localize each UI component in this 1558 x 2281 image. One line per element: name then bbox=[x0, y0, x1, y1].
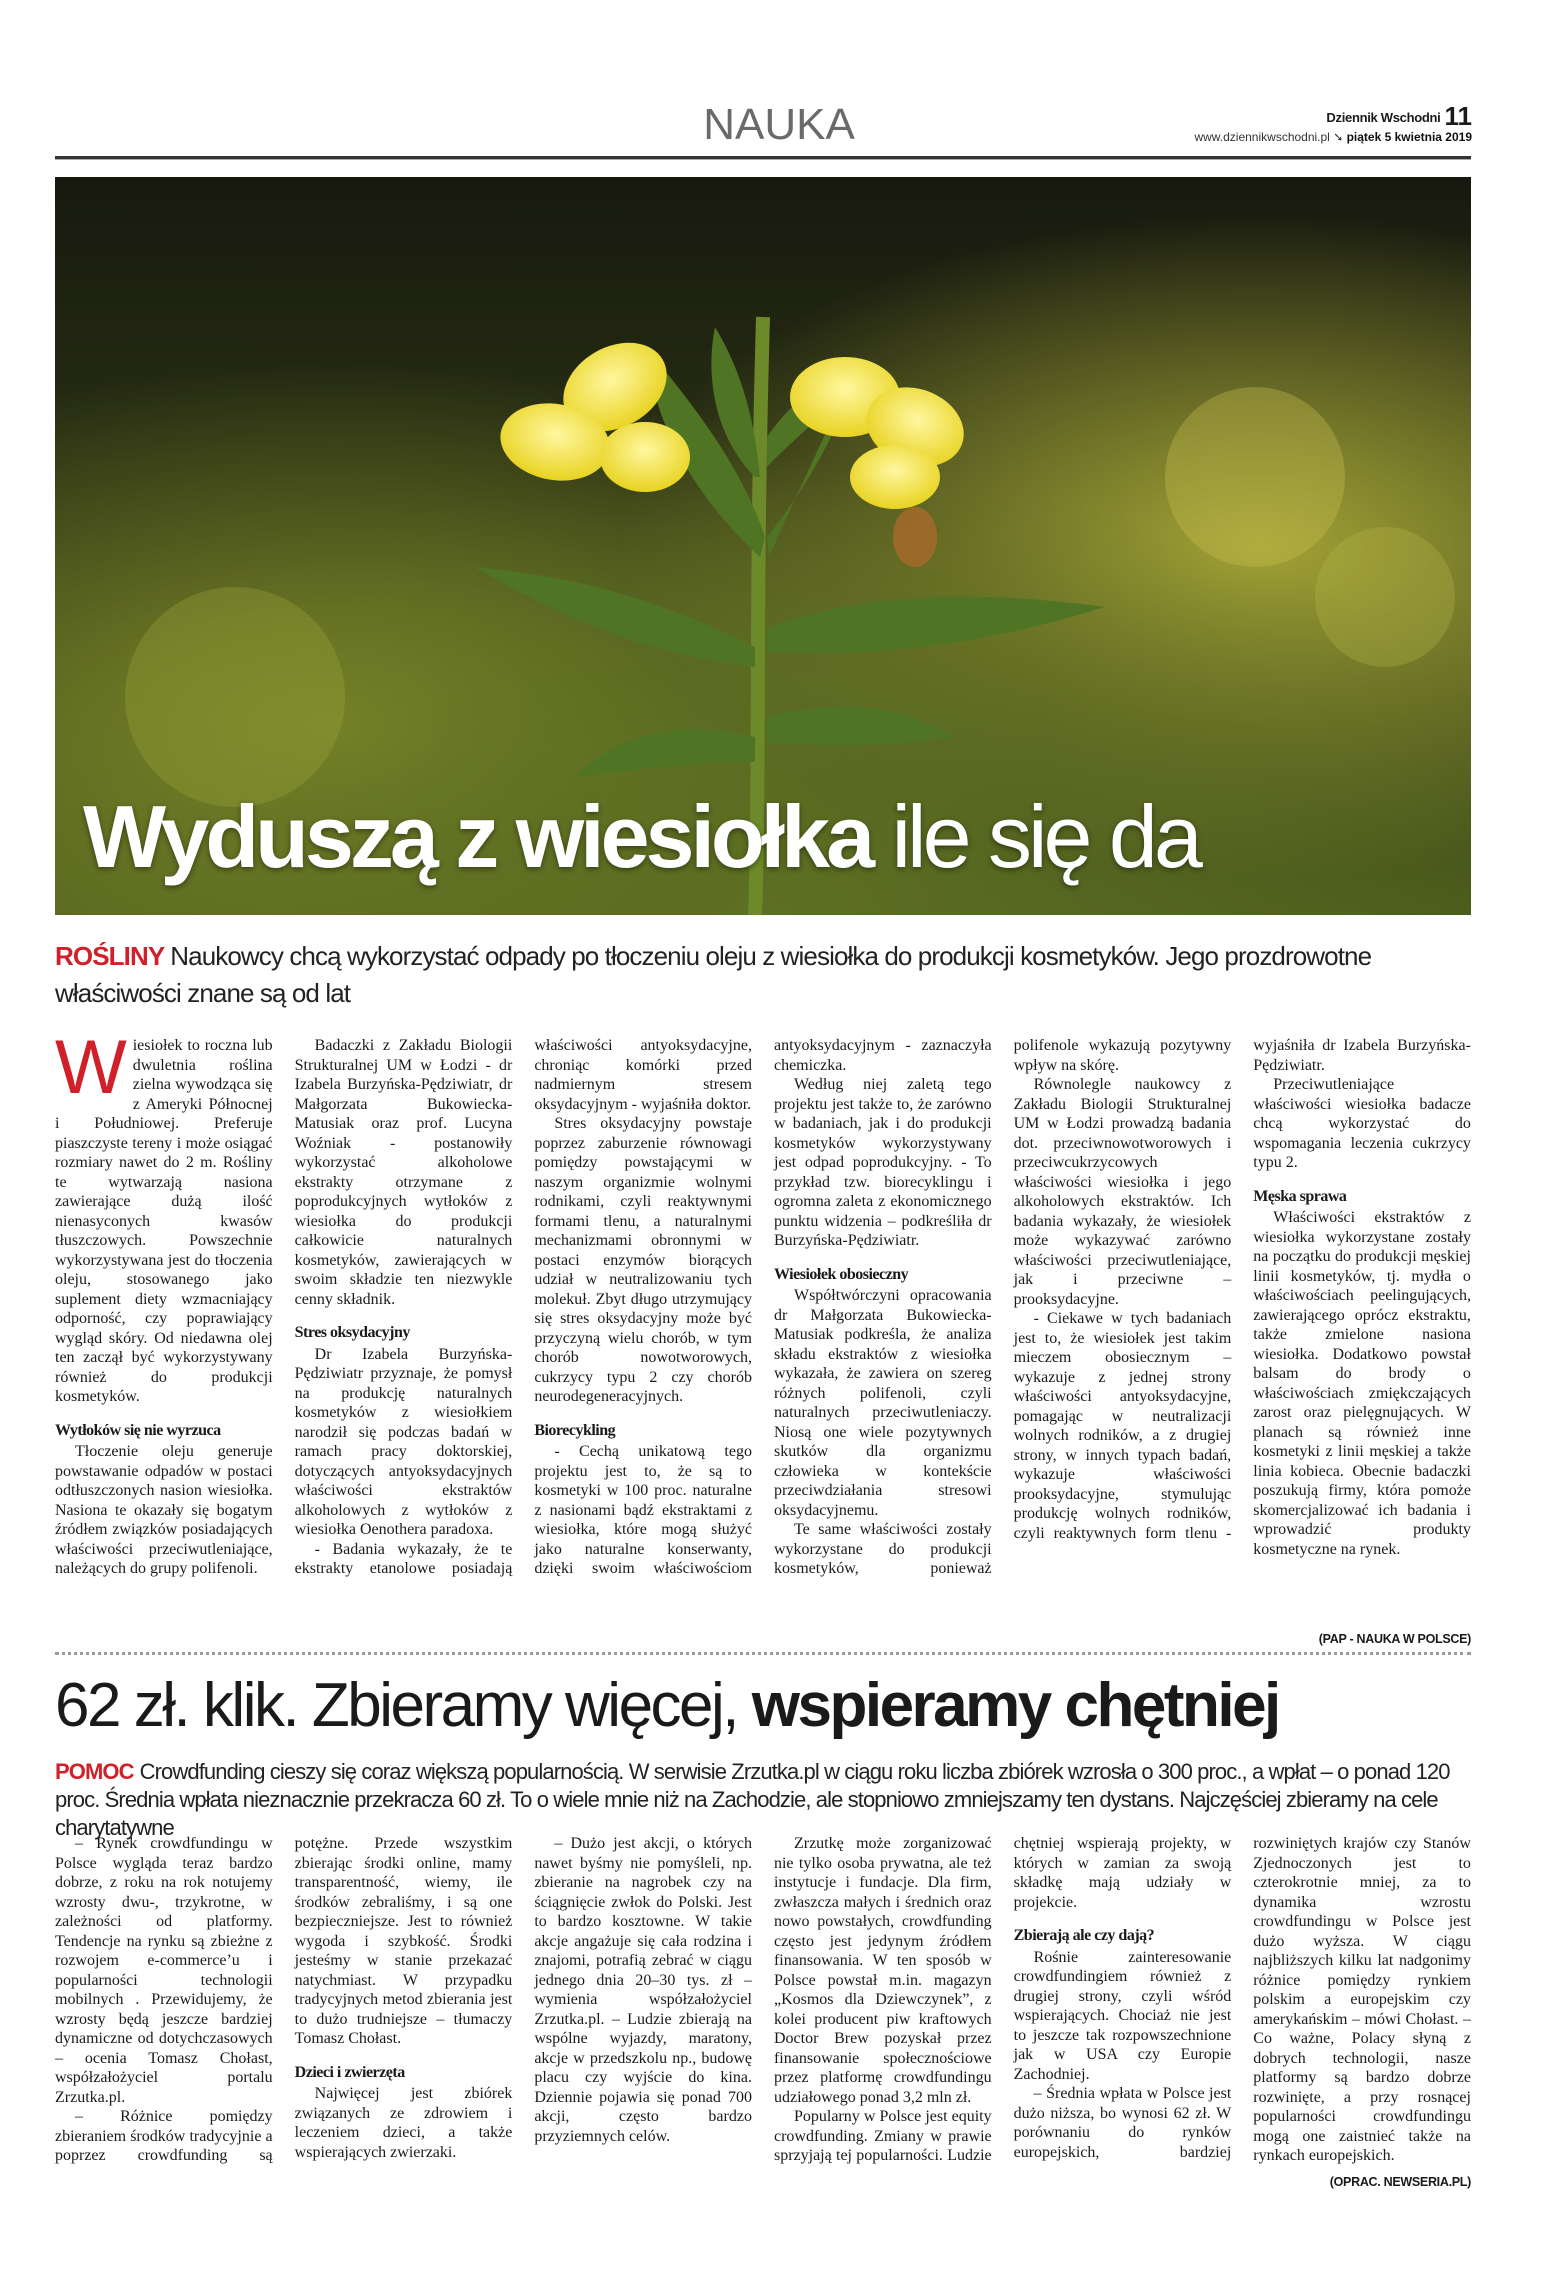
headline-bold: Wyduszą z wiesiołka bbox=[83, 787, 872, 886]
paragraph: Te same właściwości zostały wykorzystane do produkcji kosmetyków, ponieważ polifenole wykazują pozytywny wpływ na skórę. bbox=[773, 1037, 1232, 1577]
issue-date: piątek 5 kwietnia 2019 bbox=[1346, 129, 1472, 144]
paragraph: Tłoczenie oleju generuje powstawanie odpadów w postaci odtłuszczonych nasion wiesiołka. Nasiona te okazały się bogatym źródłem związków posiadających właściwości przeciwutleniające, należących do grupy polifenoli. bbox=[55, 1443, 273, 1577]
paragraph: – Średnia wpłata w Polsce jest dużo niższa, bo wynosi 62 zł. W porównaniu do rynków europejskich, bardziej rozwiniętych krajów czy Stanów Zjednoczonych jest to czterokrotnie mniej, za to dynamika wzrostu crowdfundingu w Polsce jest dużo wyższa. W ciągu najbliższych kilku lat nadgonimy różnice pomiędzy rynkiem polskim a europejskim czy amerykańskim – mówi Chołast. – Co ważne, Polacy słyną z dobrych technologii, nasze platformy są bardzo dobrze rozwinięte, a przy rosnącej popularności crowdfundingu mogą one zaistnieć także na rynkach europejskich. bbox=[1013, 1835, 1471, 2164]
paragraph: Rośnie zainteresowanie crowdfundingiem również z drugiej strony, czyli wśród wspierających. Chociaż nie jest to jeszcze tak rozpowszechnione jak w USA czy Europie Zachodniej. bbox=[1013, 1948, 1232, 2083]
article-credit: (PAP - NAUKA W POLSCE) bbox=[1318, 1632, 1471, 1646]
paragraph: – Różnice pomiędzy zbieraniem środków tradycyjnie a poprzez crowdfunding są potężne. Przede wszystkim zbierając środki online, mamy transparentność, wiemy, ile środków zebraliśmy, i są one bezpieczniejsze. Jest to również wygoda i szybkość. Środki jesteśmy w stanie przekazać natychmiast. W przypadku tradycyjnych metod zbierania jest to dużo trudniejsze – tłumaczy Tomasz Chołast. bbox=[55, 1835, 513, 2164]
section-title: NAUKA bbox=[703, 100, 855, 149]
kicker-label: ROŚLINY bbox=[55, 941, 165, 971]
website-link[interactable]: www.dziennikwschodni.pl bbox=[1194, 129, 1330, 144]
cursor-icon: ➘ bbox=[1329, 129, 1347, 144]
article-headline bbox=[83, 789, 1443, 885]
lead-text: Crowdfunding cieszy się coraz większą popularnością. W serwisie Zrzutka.pl w ciągu roku liczba zbiórek wzrosła o 300 proc., a wpłat – o ponad 120 proc. Średnia wpłata nieznacznie przekracza 60 zł. To o wiele mnie niż na Zachodzie, ale stopniowo zmniejszamy ten dystans. Najczęściej zbieramy na cele charytatywne bbox=[55, 1759, 1450, 1840]
kicker-label: POMOC bbox=[55, 1759, 134, 1784]
paragraph: – Rynek crowdfundingu w Polsce wygląda teraz bardzo dobrze, z roku na rok notujemy wzrosty dwu-, trzykrotne, w zależności od platformy. Tendencje na rynku są zbieżne z rozwojem e-commerce’u i popularności technologii mobilnych . Przewidujemy, że wzrosty będą jeszcze bardziej dynamiczne od dotychczasowych – ocenia Tomasz Chołast, współzałożyciel portalu Zrzutka.pl. bbox=[55, 1835, 273, 2106]
subheading: Męska sprawa bbox=[1253, 1187, 1347, 1205]
article-headline bbox=[55, 1668, 1471, 1744]
subheading: Wytłoków się nie wyrzuca bbox=[55, 1421, 221, 1439]
paragraph: Właściwości ekstraktów z wiesiołka wykorzystane zostały na początku do produkcji męskiej linii kosmetyków, tj. mydła o właściwościach peelingujących, zawierającego oprócz ekstraktu, także zmielone nasiona wiesiołka. Dodatkowo powstał balsam do brody o właściwościach zmiękczających zarost oraz pielęgnujących. W planach są również inne kosmetyki z linii męskiej a także linia kobieca. Obecnie badaczki poszukują firmy, która pomoże skomercjalizować ich badania i wprowadzić produkty kosmetyczne na rynek. bbox=[1253, 1209, 1471, 1558]
paragraph: Dr Izabela Burzyńska-Pędziwiatr przyznaje, że pomysł na produkcję naturalnych kosmetyków z wiesiołkiem narodził się podczas badań w ramach pracy doktorskiej, dotyczących antyoksydacyjnych właściwości ekstraktów alkoholowych z wytłoków z wiesiołka Oenothera paradoxa. bbox=[294, 1345, 513, 1538]
paragraph-text: iesiołek to roczna lub dwuletnia roślina zielna wywodząca się z Ameryki Północnej i Południowej. Preferuje piaszczyste tereny i może osiągać rozmiary nawet do 2 m. Rośliny te wytwarzają nasiona zawierające dużą ilość nienasyconych kwasów tłuszczowych. Powszechnie wykorzystywana jest do tłoczenia oleju, stosowanego jako suplement diety wzmacniający odporność, czy poprawiający wygląd skóry. Od niedawna olej ten zaczął być wykorzystywany również do produkcji kosmetyków. bbox=[55, 1037, 273, 1405]
dotted-divider bbox=[55, 1652, 1471, 1655]
paragraph: Najwięcej jest zbiórek związanych ze zdrowiem i leczeniem dzieci, a także wspierających zwierzaki. bbox=[294, 2085, 513, 2161]
evening-primrose-photo bbox=[55, 177, 1471, 915]
masthead bbox=[1194, 102, 1472, 144]
article-body bbox=[55, 1834, 1471, 2166]
headline-bold: wspieramy chętniej bbox=[751, 1671, 1279, 1740]
subheading: Biorecykling bbox=[534, 1421, 616, 1439]
paragraph: – Dużo jest akcji, o których nawet byśmy nie pomyśleli, np. zbieranie na nagrobek czy na ściągnięcie zwłok do Polski. Jest to bardzo kosztowne. W takie akcje angażuje się cała rodzina i znajomi, potrafią zebrać w ciągu jednego dnia 20–30 tys. zł – wymienia współzałożyciel Zrzutka.pl. – Ludzie zbierają na wspólne wyjazdy, maratony, akcje w przedszkolu np., budowę placu czy wyjście do kina. Dziennie pojawia się ponad 700 akcji, często bardzo przyziemnych celów. bbox=[534, 1835, 752, 2145]
paragraph: Według niej zaletą tego projektu jest także to, że zarówno w badaniach, jak i do produkcji kosmetyków wykorzystywany jest odpad poprodukcyjny. - To przykład tzw. biorecyklingu i ogromna zaleta z ekonomicznego punktu widzenia – podkreśliła dr Burzyńska-Pędziwiatr. bbox=[773, 1076, 992, 1249]
page-number: 11 bbox=[1444, 101, 1472, 131]
headline-light: ile się da bbox=[871, 787, 1199, 886]
paragraph: - Ciekawe w tych badaniach jest to, że wiesiołek jest takim mieczem obosiecznym – wykazuje z jednej strony właściwości antyoksydacyjne, pomagając w neutralizacji wolnych rodników, a z drugiej strony, w innych typach badań, wykazuje właściwości prooksydacyjne, stymulując produkcję wolnych rodników, czyli reaktywnych form tlenu - wyjaśniła dr Izabela Burzyńska-Pędziwiatr. bbox=[1013, 1037, 1471, 1542]
article-credit: (OPRAC. NEWSERIA.PL) bbox=[1329, 2175, 1471, 2189]
paragraph: Równolegle naukowcy z Zakładu Biologii Strukturalnej UM w Łodzi prowadzą badania dot. przeciwnowotworowych i przeciwcukrzycowych właściwości wiesiołka i jego alkoholowych ekstraktów. Ich badania wykazały, że wiesiołek może wykazywać zarówno właściwości przeciwutleniające, jak i przeciwne – prooksydacyjne. bbox=[1013, 1076, 1232, 1308]
paragraph: - Cechą unikatową tego projektu jest to, że są to kosmetyki w 100 proc. naturalne z nasionami bądź ekstraktami z wiesiołka, które mogą służyć jako naturalne konserwanty, dzięki swoim właściwościom antyoksydacyjnym - zaznaczyła chemiczka. bbox=[534, 1037, 992, 1577]
paragraph: Zrzutkę może zorganizować nie tylko osoba prywatna, ale też instytucje i fundacje. Dla firm, zwłaszcza małych i średnich oraz nowo powstałych, crowdfunding często jest jedynym źródłem finansowania. W ten sposób w Polsce powstał m.in. magazyn „Kosmos dla Dziewczynek”, z kolei producent piw kraftowych Doctor Brew pozyskał przez finansowanie społecznościowe przez platformę crowdfundingu udziałowego ponad 3,2 mln zł. bbox=[773, 1835, 992, 2106]
paragraph: Stres oksydacyjny powstaje poprzez zaburzenie równowagi pomiędzy powstającymi w naszym organizmie wolnymi rodnikami, czyli reaktywnymi formami tlenu, a naturalnymi mechanizmami obronnymi w postaci enzymów biorących udział w neutralizowaniu tych molekuł. Zbyt długo utrzymujący się stres oksydacyjny może być przyczyną wielu chorób, w tym chorób nowotworowych, cukrzycy typu 2 czy chorób neurodegeneracyjnych. bbox=[534, 1115, 752, 1405]
paragraph: Współtwórczyni opracowania dr Małgorzata Bukowiecka-Matusiak podkreśla, że analiza składu ekstraktów z wiesiołka wykazała, że zawiera on szereg różnych polifenoli, czyli naturalnych przeciwutleniaczy. Niosą one wiele pozytywnych skutków dla organizmu człowieka w kontekście przeciwdziałania stresowi oksydacyjnemu. bbox=[773, 1287, 992, 1519]
article-lead bbox=[55, 938, 1471, 1012]
subheading: Dzieci i zwierzęta bbox=[294, 2063, 405, 2081]
subheading: Zbierają ale czy dają? bbox=[1013, 1927, 1155, 1944]
article-body bbox=[55, 1025, 1471, 1579]
paragraph: - Badania wykazały, że te ekstrakty etanolowe posiadają właściwości antyoksydacyjne, chroniąc komórki przed nadmiernym stresem oksydacyjnym - wyjaśniła doktor. bbox=[294, 1037, 752, 1577]
paper-name: Dziennik Wschodni bbox=[1326, 110, 1441, 125]
paragraph: Popularny w Polsce jest equity crowdfunding. Zmiany w prawie sprzyjają tej popularności. Ludzie chętniej wspierają projekty, w których w zamian za swoją składkę mają udziały w projekcie. bbox=[773, 1835, 1232, 2164]
paragraph bbox=[55, 1025, 273, 1407]
subheading: Stres oksydacyjny bbox=[294, 1324, 410, 1341]
drop-cap: W bbox=[55, 1025, 127, 1110]
paragraph: Badaczki z Zakładu Biologii Strukturalnej UM w Łodzi - dr Izabela Burzyńska-Pędziwiatr, dr Małgorzata Bukowiecka-Matusiak oraz prof. Lucyna Woźniak - postanowiły wykorzystać alkoholowe ekstrakty otrzymane z poprodukcyjnych wytłoków z wiesiołka do produkcji całkowicie naturalnych kosmetyków, zawierających w swoim składzie ten niezwykle cenny składnik. bbox=[294, 1037, 513, 1308]
paragraph: Przeciwutleniające właściwości wiesiołka badacze chcą wykorzystać do wspomagania leczenia cukrzycy typu 2. bbox=[1253, 1076, 1471, 1171]
headline-regular: 62 zł. klik. Zbieramy więcej, bbox=[55, 1671, 752, 1740]
header-rule bbox=[55, 156, 1471, 160]
article-lead bbox=[55, 1758, 1471, 1842]
lead-text: Naukowcy chcą wykorzystać odpady po tłoczeniu oleju z wiesiołka do produkcji kosmetyków. Jego prozdrowotne właściwości znane są od lat bbox=[55, 941, 1372, 1008]
subheading: Wiesiołek obosieczny bbox=[773, 1265, 909, 1283]
